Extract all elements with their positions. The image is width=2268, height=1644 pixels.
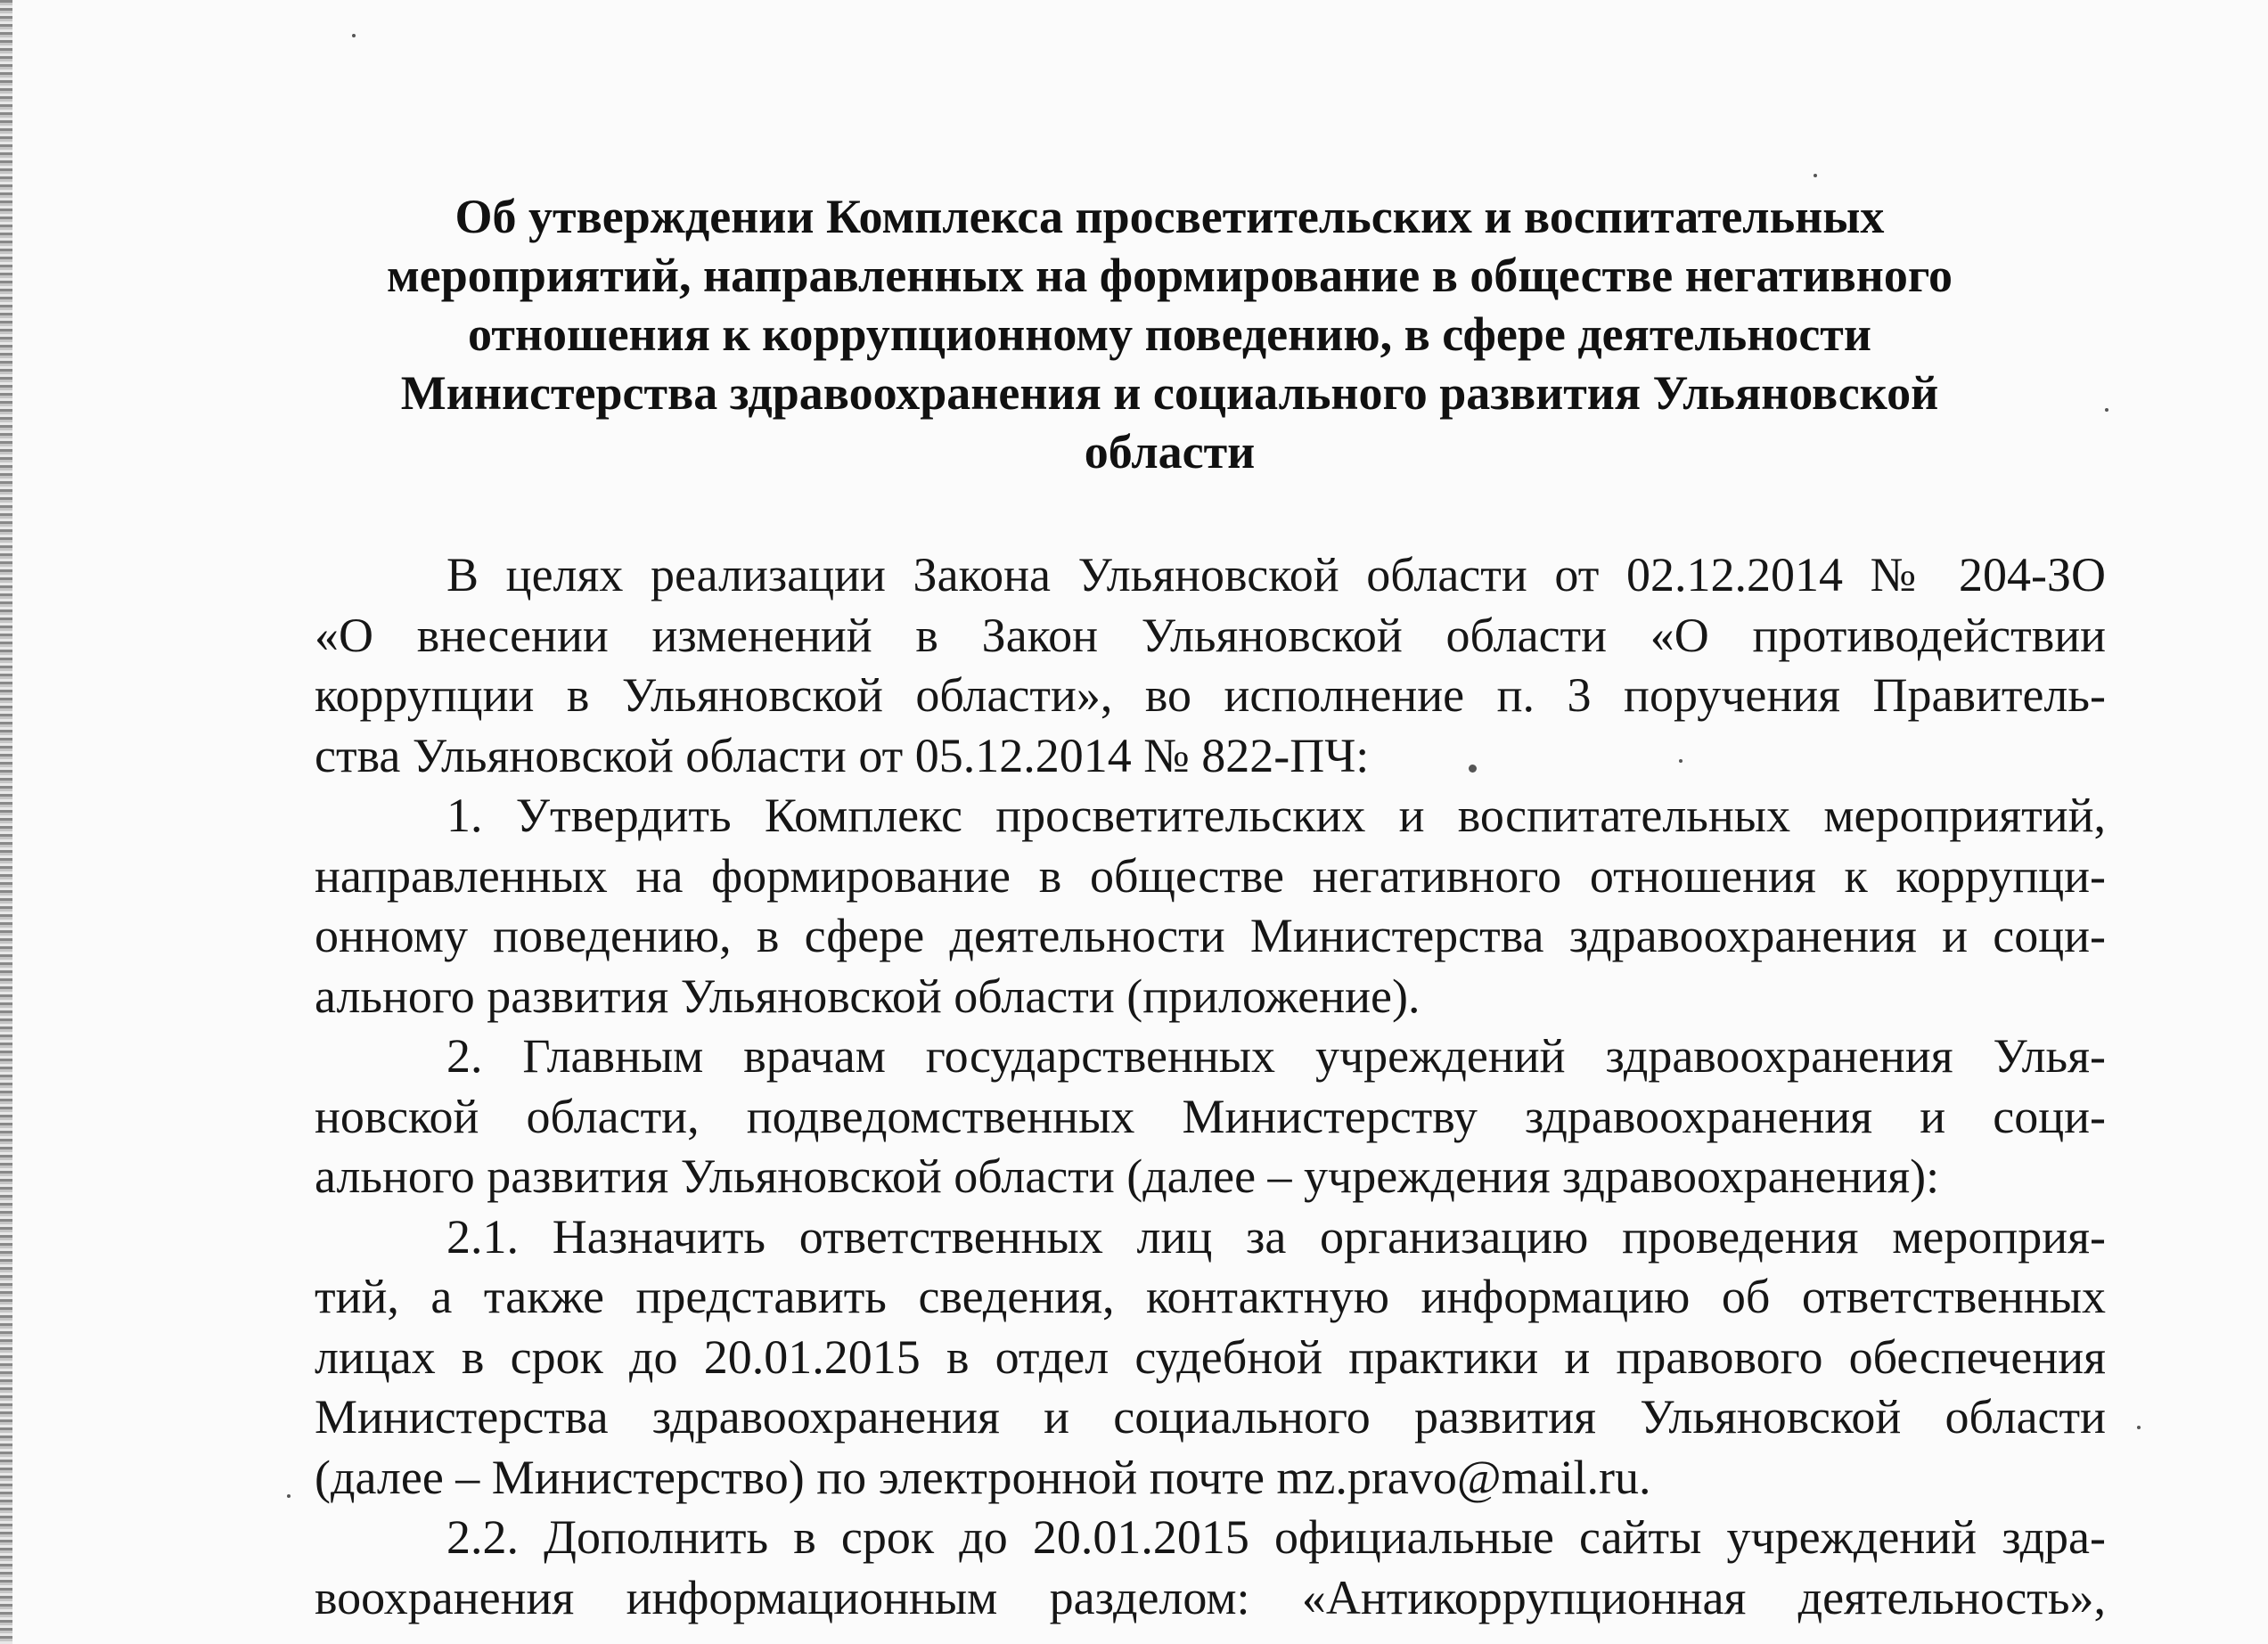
preamble-line-2: «О внесении изменений в Закон Ульяновской области «О противодействии [315,608,2106,662]
clause-1-line-2: направленных на формирование в обществе негативного отношения к коррупци- [315,848,2106,903]
title-line-4: Министерства здравоохранения и социального развития Ульяновской [400,366,1939,420]
title-line-1: Об утверждении Комплекса просветительских и воспитательных [454,190,1885,243]
clause-1-line-3: онному поведению, в сфере деятельности Министерства здравоохранения и соци- [315,909,2106,962]
scan-speck [1814,174,1817,177]
title-line-3: отношения к коррупционному поведению, в сфере деятельности [468,307,1871,361]
clause-1-line-1: 1. Утвердить Комплекс просветительских и воспитательных мероприятий, [446,789,2106,842]
clause-2-line-2: новской области, подведомственных Министерству здравоохранения и соци- [315,1089,2106,1143]
clause-2-1-line-5: (далее – Министерство) по электронной почте mz.pravo@mail.ru. [315,1450,1651,1504]
clause-2-1-line-2: тий, а также представить сведения, контактную информацию об ответственных [315,1270,2106,1323]
title-line-5: области [1084,425,1256,478]
document-body [315,545,2106,1628]
clause-2-2-line-1: 2.2. Дополнить в срок до 20.01.2015 официальные сайты учреждений здра- [446,1510,2106,1564]
scan-speck [352,34,356,37]
scan-shadow-edge [0,0,12,1644]
clause-2-line-3: ального развития Ульяновской области (далее – учреждения здравоохранения): [315,1149,1940,1203]
clause-2-1-line-3: лицах в срок до 20.01.2015 в отдел судебной практики и правового обеспечения [315,1329,2106,1384]
clause-2-1-line-4: Министерства здравоохранения и социального развития Ульяновской области [315,1390,2106,1444]
scan-speck [287,1494,291,1498]
scan-speck [2137,1426,2141,1429]
clause-2-1-line-1: 2.1. Назначить ответственных лиц за организацию проведения мероприя- [446,1209,2106,1264]
clause-2-2-line-2: воохранения информационным разделом: «Антикоррупционная деятельность», [315,1570,2106,1624]
clause-2-line-1: 2. Главным врачам государственных учреждений здравоохранения Улья- [446,1029,2106,1083]
preamble-line-4: ства Ульяновской области от 05.12.2014 № 822-ПЧ: [315,728,1370,782]
title-line-2: мероприятий, направленных на формирование в обществе негативного [386,249,1953,302]
clause-1-line-4: ального развития Ульяновской области (приложение). [315,969,1421,1023]
preamble-line-1: В целях реализации Закона Ульяновской области от 02.12.2014 № 204-ЗО [446,548,2106,601]
scan-speck [2105,408,2108,412]
document-title [321,187,2018,481]
preamble-line-3: коррупции в Ульяновской области», во исполнение п. 3 поручения Правитель- [315,668,2106,722]
